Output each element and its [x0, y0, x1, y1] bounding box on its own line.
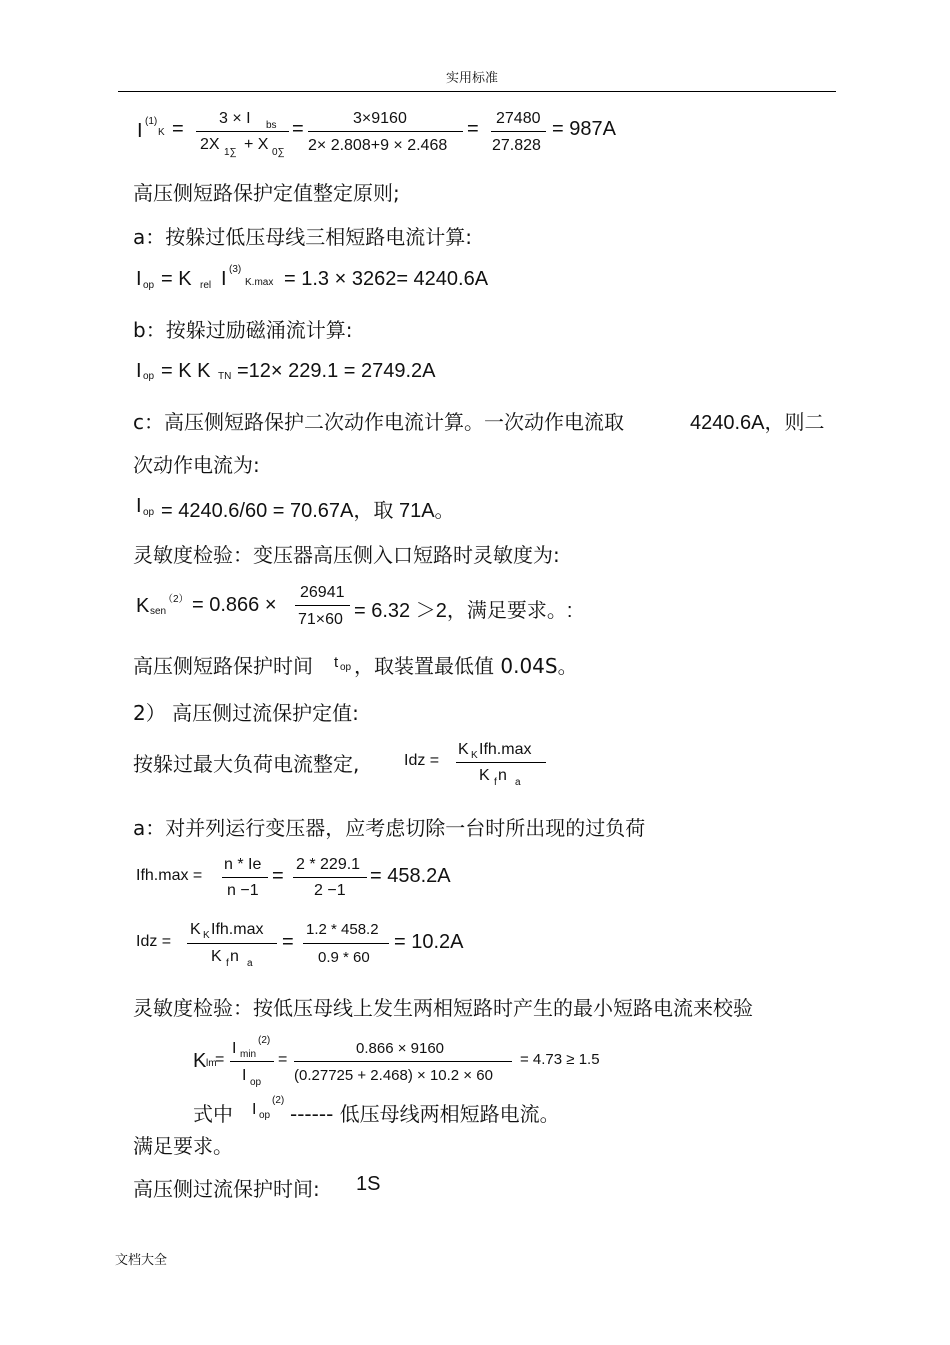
para-a2: a：对并列运行变压器，应考虑切除一台时所出现的过负荷 — [133, 816, 646, 840]
eq3-sub: op — [143, 371, 155, 382]
eq7-f1-den: n −1 — [227, 882, 259, 899]
eq1-f2-num: 3×9160 — [353, 110, 407, 127]
eq8-lhs: Idz = — [136, 933, 172, 950]
eq4-sub: op — [143, 507, 155, 518]
eq8-f2-den: 0.9 * 60 — [318, 949, 370, 966]
para-oc-time-text: 高压侧过流保护时间: — [133, 1177, 320, 1201]
eq3-eq: = K K — [161, 360, 211, 382]
eq1-sub: K — [158, 127, 165, 138]
eq9-f2-den: (0.27725 + 2.468) × 10.2 × 60 — [294, 1067, 493, 1084]
eq7-eq: = — [272, 865, 284, 887]
eq2-sub2: K.max — [245, 277, 274, 288]
page-header: 实用标准 — [446, 71, 499, 86]
eq3-I: I — [136, 360, 142, 382]
eq6-num-ksub: K — [471, 750, 478, 761]
eq6-den-k: K — [479, 767, 490, 784]
eq5-eq: = 0.866 × — [192, 594, 277, 616]
eq1-f2-bar — [308, 131, 463, 132]
eq1-f1-num: 3 × I — [219, 110, 251, 127]
eq1-eq3: = — [467, 118, 479, 140]
para-a: a：按躲过低压母线三相短路电流计算: — [133, 225, 472, 249]
para-sensitivity: 灵敏度检验：变压器高压侧入口短路时灵敏度为: — [133, 543, 560, 567]
eq2-eq: = K — [161, 268, 192, 290]
para-load: 按躲过最大负荷电流整定, — [133, 752, 360, 776]
header-rule — [118, 91, 836, 92]
para-oc-time-value: 1S — [356, 1173, 381, 1195]
eq7-f1-bar — [222, 877, 268, 878]
eq1-f2-den: 2× 2.808+9 × 2.468 — [308, 137, 448, 154]
eq1-f1-num-sub: bs — [266, 120, 277, 131]
eq1-f1-den-a-sub: 1∑ — [224, 147, 237, 158]
eq7-f2-num: 2 * 229.1 — [296, 856, 361, 873]
para-satisfied: 满足要求。 — [133, 1134, 233, 1158]
para-where-rest: ------ 低压母线两相短路电流。 — [290, 1102, 560, 1126]
eq9-rest: = 4.73 ≥ 1.5 — [520, 1051, 600, 1068]
eq1-f3-den: 27.828 — [492, 137, 541, 154]
para-where-sub: op — [259, 1110, 271, 1121]
eq7-rest: = 458.2A — [370, 865, 451, 887]
eq6-den-rest: n — [498, 767, 507, 784]
para-where-I: I — [252, 1101, 257, 1118]
para-time-t: t — [334, 654, 339, 671]
eq9-ksub: lm — [206, 1058, 217, 1069]
eq6-num-rest: Ifh.max — [479, 741, 532, 758]
eq8-rest: = 10.2A — [394, 931, 464, 953]
eq7-f2-bar — [293, 877, 367, 878]
eq1-I: I — [137, 120, 143, 142]
eq1-f1-den-b-sub: 0∑ — [272, 147, 285, 158]
eq8-den-ksub: f — [226, 958, 229, 969]
eq8-num-rest: Ifh.max — [211, 921, 264, 938]
eq4-I: I — [136, 495, 142, 517]
eq2-sub: op — [143, 280, 155, 291]
para-time-sub: op — [340, 662, 352, 673]
eq8-f1-bar — [187, 943, 277, 944]
eq1-f1-den-a: 2X — [200, 136, 220, 153]
eq1-f3-num: 27480 — [496, 110, 541, 127]
eq8-f2-num: 1.2 * 458.2 — [306, 921, 379, 938]
eq8-num-k: K — [190, 921, 201, 938]
para-b: b：按躲过励磁涌流计算: — [133, 318, 353, 342]
eq9-f2-num: 0.866 × 9160 — [356, 1040, 445, 1057]
eq6-bar — [456, 762, 546, 763]
eq8-den-nsub: a — [247, 958, 253, 969]
eq8-f2-bar — [303, 943, 389, 944]
eq2-I2: I — [221, 268, 227, 290]
eq3-ksub: TN — [218, 371, 232, 382]
eq8-num-ksub: K — [203, 930, 210, 941]
eq4-rest: = 4240.6/60 = 70.67A，取 71A。 — [161, 500, 455, 522]
eq3-rest: =12× 229.1 = 2749.2A — [237, 360, 436, 382]
eq8-eq: = — [282, 931, 294, 953]
para-2: 2） 高压侧过流保护定值: — [133, 701, 359, 725]
para-where-sup: (2) — [272, 1095, 285, 1106]
eq9-f2-bar — [294, 1061, 512, 1062]
eq5-num: 26941 — [300, 584, 345, 601]
para-where-label: 式中 — [193, 1102, 233, 1126]
para-c1: c：高压侧短路保护二次动作电流计算。一次动作电流取 — [133, 410, 624, 434]
para-time-rest: ，取装置最低值 0.04S。 — [354, 654, 578, 678]
eq5-bar — [295, 605, 350, 606]
para-sensitivity2: 灵敏度检验：按低压母线上发生两相短路时产生的最小短路电流来校验 — [133, 996, 753, 1020]
eq6-den-nsub: a — [515, 777, 521, 788]
eq9-den-sub: op — [250, 1077, 262, 1088]
eq1-f1-bar — [196, 131, 289, 132]
para-principle: 高压侧短路保护定值整定原则; — [133, 181, 400, 205]
eq8-den-rest: n — [230, 948, 239, 965]
eq5-K: K — [136, 595, 150, 617]
eq7-f2-den: 2 −1 — [314, 882, 346, 899]
eq2-sup: (3) — [229, 264, 242, 275]
eq7-lhs: Ifh.max = — [136, 867, 203, 884]
eq1-sup: (1) — [145, 116, 158, 127]
eq9-den-I: I — [242, 1067, 247, 1084]
eq7-f1-num: n * Ie — [224, 856, 262, 873]
eq2-ksub: rel — [200, 280, 212, 291]
eq9-num-sup: (2) — [258, 1035, 271, 1046]
eq6-num-k: K — [458, 741, 469, 758]
eq9-K: K — [193, 1050, 207, 1072]
eq5-sub: sen — [150, 606, 167, 617]
eq6-den-ksub: f — [494, 777, 497, 788]
para-c2: 次动作电流为: — [133, 453, 260, 477]
eq5-sup: （2） — [163, 594, 189, 605]
eq8-den-k: K — [211, 948, 222, 965]
eq1-f1-den-b: + X — [244, 136, 269, 153]
eq9-num-I: I — [232, 1040, 237, 1057]
para-c1-value: 4240.6A，则二 — [690, 412, 825, 434]
page-footer: 文档大全 — [115, 1253, 168, 1268]
eq9-f1-bar — [230, 1061, 274, 1062]
eq2-I: I — [136, 268, 142, 290]
para-time-text: 高压侧短路保护时间 — [133, 654, 313, 678]
eq1-f3-bar — [491, 131, 546, 132]
eq5-den: 71×60 — [298, 611, 343, 628]
eq6-lhs: Idz = — [404, 752, 440, 769]
eq1-eq2: = — [292, 118, 304, 140]
eq2-rest: = 1.3 × 3262= 4240.6A — [284, 268, 489, 290]
eq5-rest: = 6.32 ＞2，满足要求。: — [354, 600, 573, 622]
eq9-eq2: = — [278, 1051, 288, 1068]
eq9-num-sub: min — [240, 1049, 257, 1060]
eq1-result: = 987A — [552, 118, 616, 140]
eq1-eq: = — [172, 118, 184, 140]
eq9-eq: = — [215, 1051, 225, 1068]
